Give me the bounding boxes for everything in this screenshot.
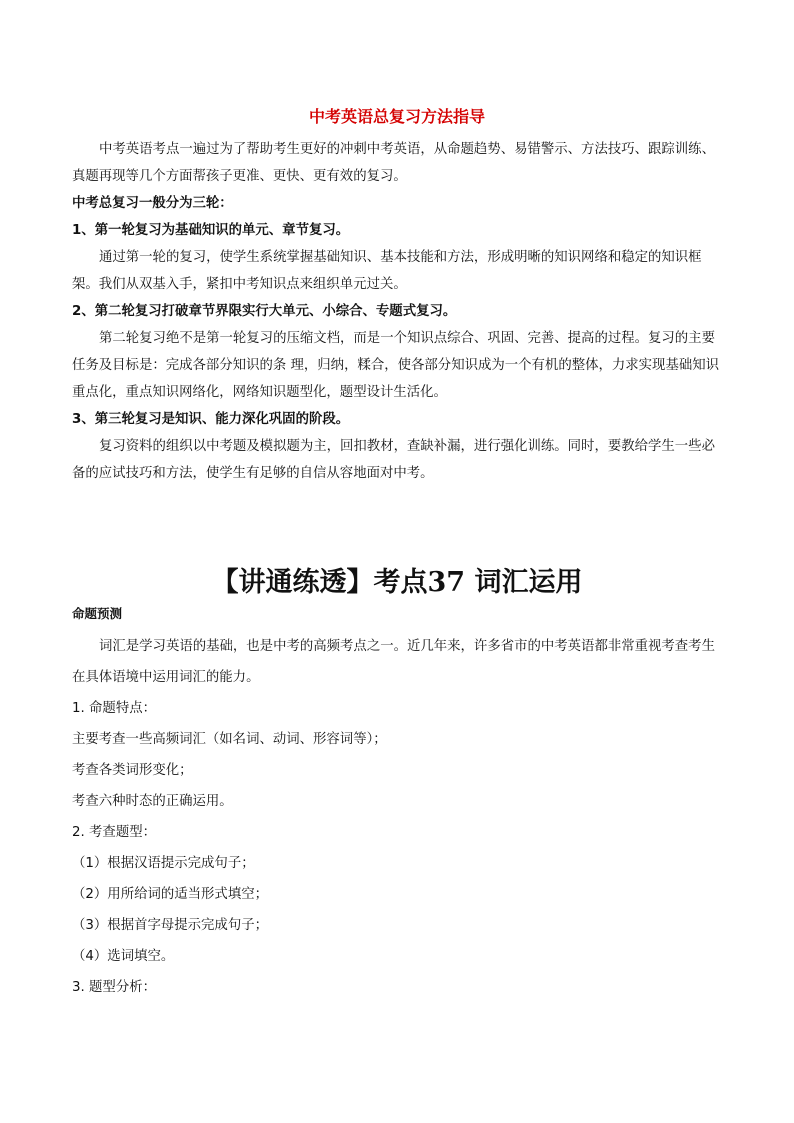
type-item: （1）根据汉语提示完成句子；	[72, 856, 255, 871]
round3-title: 3、第三轮复习是知识、能力深化巩固的阶段。	[72, 412, 350, 427]
round3-paragraph: 复习资料的组织以中考题及模拟题为主，回扣教材，查缺补漏，进行强化训练。同时，要教给学生一些必备的应试技巧和方法，使学生有足够的自信从容地面对中考。	[72, 439, 715, 481]
rounds-heading: 中考总复习一般分为三轮：	[72, 196, 233, 211]
type-item: （4）选词填空。	[72, 949, 175, 964]
feature-item: 考查六种时态的正确运用。	[72, 794, 233, 809]
feature-item: 主要考查一些高频词汇（如名词、动词、形容词等）；	[72, 732, 387, 747]
round1-title: 1、第一轮复习为基础知识的单元、章节复习。	[72, 223, 350, 238]
types-label: 2. 考查题型：	[72, 825, 156, 840]
type-item: （2）用所给词的适当形式填空；	[72, 887, 268, 902]
document-title: 中考英语总复习方法指导	[308, 107, 485, 126]
prediction-label: 命题预测	[72, 606, 123, 621]
prediction-paragraph: 词汇是学习英语的基础，也是中考的高频考点之一。近几年来，许多省市的中考英语都非常重视考查考生在具体语境中运用词汇的能力。	[72, 639, 715, 685]
round2-title: 2、第二轮复习打破章节界限实行大单元、小综合、专题式复习。	[72, 304, 457, 319]
round1-paragraph: 通过第一轮的复习，使学生系统掌握基础知识、基本技能和方法，形成明晰的知识网络和稳定的知识框架。我们从双基入手，紧扣中考知识点来组织单元过关。	[72, 250, 702, 292]
type-item: （3）根据首字母提示完成句子；	[72, 918, 268, 933]
intro-paragraph: 中考英语考点一遍过为了帮助考生更好的冲刺中考英语，从命题趋势、易错警示、方法技巧、跟踪训练、真题再现等几个方面帮孩子更准、更快、更有效的复习。	[72, 142, 715, 184]
feature-item: 考查各类词形变化；	[72, 763, 193, 778]
round2-paragraph: 第二轮复习绝不是第一轮复习的压缩文档，而是一个知识点综合、巩固、完善、提高的过程。复习的主要任务及目标是：完成各部分知识的条 理，归纳，糅合，使各部分知识成为一个有机的整体，力求实现基础知识重点化，重点知识网络化，网络知识题型化，题型设计生活化。	[72, 331, 720, 400]
analysis-label: 3. 题型分析：	[72, 980, 156, 995]
features-label: 1. 命题特点：	[72, 701, 156, 716]
section-title: 【讲通练透】考点37 词汇运用	[211, 567, 583, 598]
exam-outline	[72, 693, 722, 1003]
